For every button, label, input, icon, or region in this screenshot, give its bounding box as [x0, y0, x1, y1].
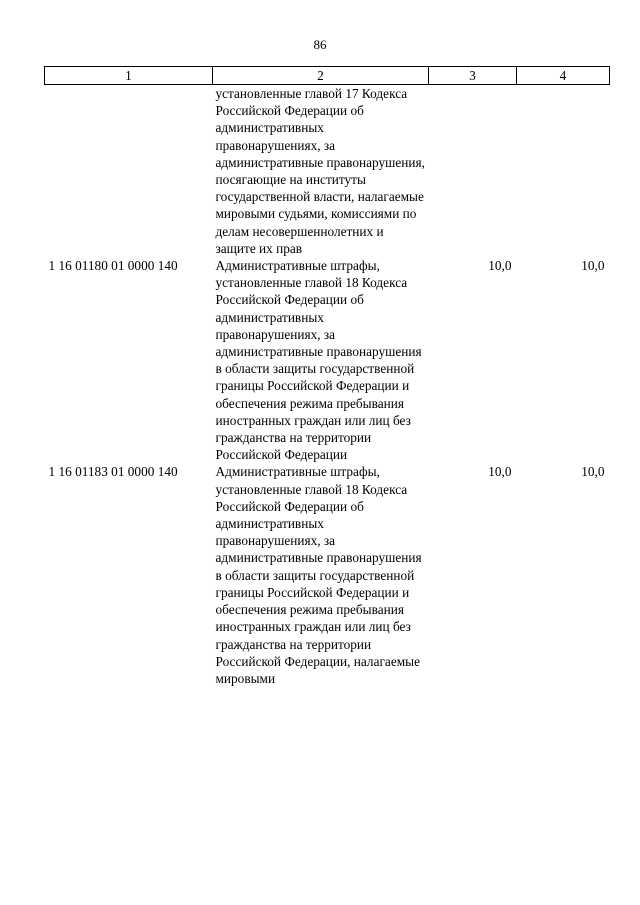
- budget-table: [44, 66, 610, 687]
- table-body: [45, 85, 610, 688]
- row-value-col3: 10,0: [488, 464, 512, 480]
- row-name: Административные штрафы, установленные главой 18 Кодекса Российской Федерации об административных правонарушениях, за административные правонарушения в области защиты государственной границы Российской Федерации и обеспечения режима пребывания иностранных граждан или лиц без гражданства на территории Российской Федерации, налагаемые мировыми: [215, 464, 422, 686]
- column-header-1: 1: [45, 67, 213, 85]
- row-value-col4: 10,0: [581, 464, 605, 480]
- column-header-2: 2: [213, 67, 429, 85]
- header-row: [45, 67, 610, 85]
- row-value-col4: [517, 85, 610, 258]
- row-code: [45, 85, 213, 258]
- column-header-4: 4: [517, 67, 610, 85]
- page-number: 86: [313, 37, 327, 52]
- row-name: Административные штрафы, установленные главой 18 Кодекса Российской Федерации об административных правонарушениях, за административные правонарушения в области защиты государственной границы Российской Федерации и обеспечения режима пребывания иностранных граждан или лиц без гражданства на территории Российской Федерации: [215, 258, 422, 463]
- row-value-col4: 10,0: [581, 258, 605, 274]
- table-row: [45, 85, 610, 258]
- row-value-col3: 10,0: [488, 258, 512, 274]
- row-value-col3: [429, 85, 517, 258]
- row-code: 1 16 01183 01 0000 140: [48, 464, 178, 480]
- table-header: [45, 67, 610, 85]
- column-header-3: 3: [429, 67, 517, 85]
- table-row: [45, 257, 610, 463]
- row-code: 1 16 01180 01 0000 140: [48, 258, 178, 274]
- table-row: [45, 463, 610, 687]
- row-name: установленные главой 17 Кодекса Российской Федерации об административных правонарушениях, за административные правонарушения, посягающие на институты государственной власти, налагаемые мировыми судьями, комиссиями по делам несовершеннолетних и защите их прав: [215, 86, 425, 256]
